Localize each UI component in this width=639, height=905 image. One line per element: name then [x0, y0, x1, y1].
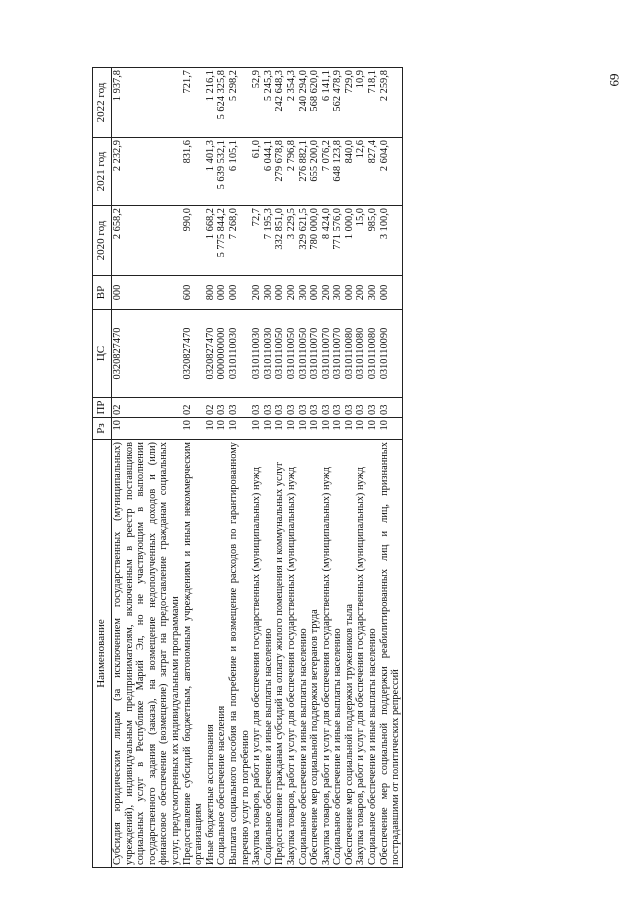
- cell-2021: 831,6: [182, 138, 205, 206]
- table-row: [332, 68, 344, 868]
- cell-2022: 52,9: [251, 68, 263, 138]
- cell-2021: 7 076,2: [321, 138, 333, 206]
- cell-vr: 200: [355, 276, 367, 310]
- cell-rz: 10: [228, 418, 251, 440]
- cell-pr: 02: [205, 398, 217, 418]
- cell-2020: 1 668,2: [205, 206, 217, 276]
- cell-2022: 242 648,3: [274, 68, 286, 138]
- cell-vr: 000: [216, 276, 228, 310]
- cell-2021: 279 678,8: [274, 138, 286, 206]
- cell-2020: 771 576,0: [332, 206, 344, 276]
- table-row: [263, 68, 275, 868]
- cell-2020: 780 000,0: [309, 206, 321, 276]
- cell-2020: 5 775 844,2: [216, 206, 228, 276]
- cell-2022: 2 259,8: [379, 68, 403, 138]
- cell-2021: 827,4: [367, 138, 379, 206]
- page-number: 69: [606, 73, 622, 87]
- cell-vr: 200: [251, 276, 263, 310]
- cell-name: Закупка товаров, работ и услуг для обеспечения государственных (муниципальных) нужд: [286, 440, 298, 868]
- cell-2022: 2 354,3: [286, 68, 298, 138]
- cell-name: Обеспечение мер социальной поддержки ветеранов труда: [309, 440, 321, 868]
- cell-name: Закупка товаров, работ и услуг для обеспечения государственных (муниципальных) нужд: [321, 440, 333, 868]
- table-row: [274, 68, 286, 868]
- cell-pr: 03: [355, 398, 367, 418]
- cell-2022: 5 624 325,8: [216, 68, 228, 138]
- cell-vr: 600: [182, 276, 205, 310]
- cell-2020: 2 658,2: [112, 206, 182, 276]
- cell-2021: 12,6: [355, 138, 367, 206]
- cell-cs: 0310110070: [321, 310, 333, 398]
- cell-pr: 03: [332, 398, 344, 418]
- cell-cs: 0310110070: [309, 310, 321, 398]
- table-row: [228, 68, 251, 868]
- table-header-row: [93, 68, 112, 868]
- table-row: [216, 68, 228, 868]
- cell-2021: 2 232,9: [112, 138, 182, 206]
- cell-pr: 03: [216, 398, 228, 418]
- cell-cs: 0310110080: [355, 310, 367, 398]
- cell-2021: 2 604,0: [379, 138, 403, 206]
- cell-rz: 10: [205, 418, 217, 440]
- cell-2021: 648 123,8: [332, 138, 344, 206]
- cell-pr: 02: [182, 398, 205, 418]
- cell-rz: 10: [182, 418, 205, 440]
- cell-vr: 000: [379, 276, 403, 310]
- cell-rz: 10: [355, 418, 367, 440]
- table-row: [298, 68, 310, 868]
- cell-2022: 562 478,9: [332, 68, 344, 138]
- cell-vr: 000: [309, 276, 321, 310]
- cell-cs: 0320827470: [182, 310, 205, 398]
- cell-cs: 0310110050: [274, 310, 286, 398]
- cell-name: Обеспечение мер социальной поддержки тружеников тыла: [344, 440, 356, 868]
- table-row: [367, 68, 379, 868]
- cell-2021: 1 401,3: [205, 138, 217, 206]
- cell-2020: 329 621,5: [298, 206, 310, 276]
- cell-pr: 03: [309, 398, 321, 418]
- header-2021: 2021 год: [93, 138, 112, 206]
- header-2022: 2022 год: [93, 68, 112, 138]
- cell-vr: 300: [332, 276, 344, 310]
- cell-2022: 718,1: [367, 68, 379, 138]
- cell-name: Субсидия юридическим лицам (за исключением государственных (муниципальных) учреждений), индивидуальным предпринимателям, включенным в реестр поставщиков социальных услуг в Республике Марий Эл, но не участвующим в выполнении государственного задания (заказа), на возмещение недополученных доходов и (или) финансовое обеспечение (возмещение) затрат на предоставление гражданам социальных услуг, предусмотренных их индивидуальными программами: [112, 440, 182, 868]
- cell-pr: 03: [321, 398, 333, 418]
- cell-pr: 03: [251, 398, 263, 418]
- table-row: [251, 68, 263, 868]
- cell-cs: 0310110080: [344, 310, 356, 398]
- cell-pr: 03: [228, 398, 251, 418]
- cell-cs: 0310110050: [286, 310, 298, 398]
- cell-2022: 6 141,1: [321, 68, 333, 138]
- cell-pr: 03: [274, 398, 286, 418]
- table-row: [379, 68, 403, 868]
- cell-vr: 200: [321, 276, 333, 310]
- cell-2021: 61,0: [251, 138, 263, 206]
- cell-2022: 10,9: [355, 68, 367, 138]
- cell-rz: 10: [332, 418, 344, 440]
- cell-vr: 000: [274, 276, 286, 310]
- cell-vr: 300: [263, 276, 275, 310]
- cell-name: Обеспечение мер социальной поддержки реабилитированных лиц и лиц, признанных пострадавшими от политических репрессий: [379, 440, 403, 868]
- rotated-table-wrapper: [92, 68, 592, 868]
- header-rz: Рз: [93, 418, 112, 440]
- cell-vr: 200: [286, 276, 298, 310]
- cell-cs: 0320827470: [112, 310, 182, 398]
- cell-cs: 0310110030: [263, 310, 275, 398]
- table-row: [321, 68, 333, 868]
- cell-2020: 990,0: [182, 206, 205, 276]
- cell-rz: 10: [286, 418, 298, 440]
- cell-2022: 568 620,0: [309, 68, 321, 138]
- cell-rz: 10: [112, 418, 182, 440]
- cell-name: Социальное обеспечение и иные выплаты населению: [367, 440, 379, 868]
- cell-2020: 7 195,3: [263, 206, 275, 276]
- cell-2020: 7 268,0: [228, 206, 251, 276]
- cell-rz: 10: [344, 418, 356, 440]
- cell-2021: 6 044,1: [263, 138, 275, 206]
- cell-rz: 10: [216, 418, 228, 440]
- cell-2022: 721,7: [182, 68, 205, 138]
- header-2020: 2020 год: [93, 206, 112, 276]
- cell-2022: 1 937,8: [112, 68, 182, 138]
- cell-rz: 10: [321, 418, 333, 440]
- cell-cs: 0310110080: [367, 310, 379, 398]
- cell-pr: 02: [112, 398, 182, 418]
- cell-name: Закупка товаров, работ и услуг для обеспечения государственных (муниципальных) нужд: [251, 440, 263, 868]
- cell-cs: 0310110090: [379, 310, 403, 398]
- table-row: [344, 68, 356, 868]
- cell-pr: 03: [298, 398, 310, 418]
- cell-2020: 985,0: [367, 206, 379, 276]
- cell-rz: 10: [298, 418, 310, 440]
- header-pr: ПР: [93, 398, 112, 418]
- table-row: [112, 68, 182, 868]
- cell-rz: 10: [367, 418, 379, 440]
- header-vr: ВР: [93, 276, 112, 310]
- cell-name: Социальное обеспечение населения: [216, 440, 228, 868]
- budget-table: [92, 67, 403, 868]
- cell-name: Выплата социального пособия на погребение и возмещение расходов по гарантированному перечню услуг по погребению: [228, 440, 251, 868]
- cell-name: Закупка товаров, работ и услуг для обеспечения государственных (муниципальных) нужд: [355, 440, 367, 868]
- header-name: Наименование: [93, 440, 112, 868]
- cell-2020: 3 100,0: [379, 206, 403, 276]
- cell-vr: 800: [205, 276, 217, 310]
- cell-2022: 729,0: [344, 68, 356, 138]
- table-body: [112, 68, 403, 868]
- cell-pr: 03: [263, 398, 275, 418]
- cell-vr: 300: [298, 276, 310, 310]
- cell-2020: 8 424,0: [321, 206, 333, 276]
- cell-cs: 0320827470: [205, 310, 217, 398]
- cell-2022: 5 298,2: [228, 68, 251, 138]
- cell-pr: 03: [379, 398, 403, 418]
- cell-rz: 10: [263, 418, 275, 440]
- cell-2021: 276 882,1: [298, 138, 310, 206]
- cell-pr: 03: [344, 398, 356, 418]
- cell-vr: 000: [344, 276, 356, 310]
- cell-cs: 0310110070: [332, 310, 344, 398]
- cell-name: Предоставление субсидий бюджетным, автономным учреждениям и иным некоммерческим организациям: [182, 440, 205, 868]
- cell-cs: 0310110030: [228, 310, 251, 398]
- table-row: [286, 68, 298, 868]
- cell-2021: 655 200,0: [309, 138, 321, 206]
- table-row: [205, 68, 217, 868]
- cell-2022: 5 245,3: [263, 68, 275, 138]
- cell-name: Социальное обеспечение и иные выплаты населению: [263, 440, 275, 868]
- cell-2020: 15,0: [355, 206, 367, 276]
- cell-rz: 10: [309, 418, 321, 440]
- cell-cs: 0310110030: [251, 310, 263, 398]
- cell-vr: 300: [367, 276, 379, 310]
- cell-2022: 1 216,1: [205, 68, 217, 138]
- cell-rz: 10: [251, 418, 263, 440]
- cell-name: Иные бюджетные ассигнования: [205, 440, 217, 868]
- cell-2020: 3 229,5: [286, 206, 298, 276]
- cell-2021: 5 639 532,1: [216, 138, 228, 206]
- table-row: [355, 68, 367, 868]
- cell-name: Социальное обеспечение и иные выплаты населению: [332, 440, 344, 868]
- cell-2020: 332 851,0: [274, 206, 286, 276]
- cell-pr: 03: [367, 398, 379, 418]
- cell-2021: 840,0: [344, 138, 356, 206]
- cell-cs: 0000000000: [216, 310, 228, 398]
- cell-2022: 240 294,0: [298, 68, 310, 138]
- table-row: [182, 68, 205, 868]
- cell-2020: 72,7: [251, 206, 263, 276]
- header-cs: ЦС: [93, 310, 112, 398]
- cell-pr: 03: [286, 398, 298, 418]
- cell-2021: 2 796,8: [286, 138, 298, 206]
- cell-name: Предоставление гражданам субсидий на оплату жилого помещения и коммунальных услуг: [274, 440, 286, 868]
- cell-vr: 000: [112, 276, 182, 310]
- cell-name: Социальное обеспечение и иные выплаты населению: [298, 440, 310, 868]
- cell-2020: 1 000,0: [344, 206, 356, 276]
- table-row: [309, 68, 321, 868]
- cell-2021: 6 105,1: [228, 138, 251, 206]
- cell-rz: 10: [274, 418, 286, 440]
- cell-cs: 0310110050: [298, 310, 310, 398]
- cell-rz: 10: [379, 418, 403, 440]
- cell-vr: 000: [228, 276, 251, 310]
